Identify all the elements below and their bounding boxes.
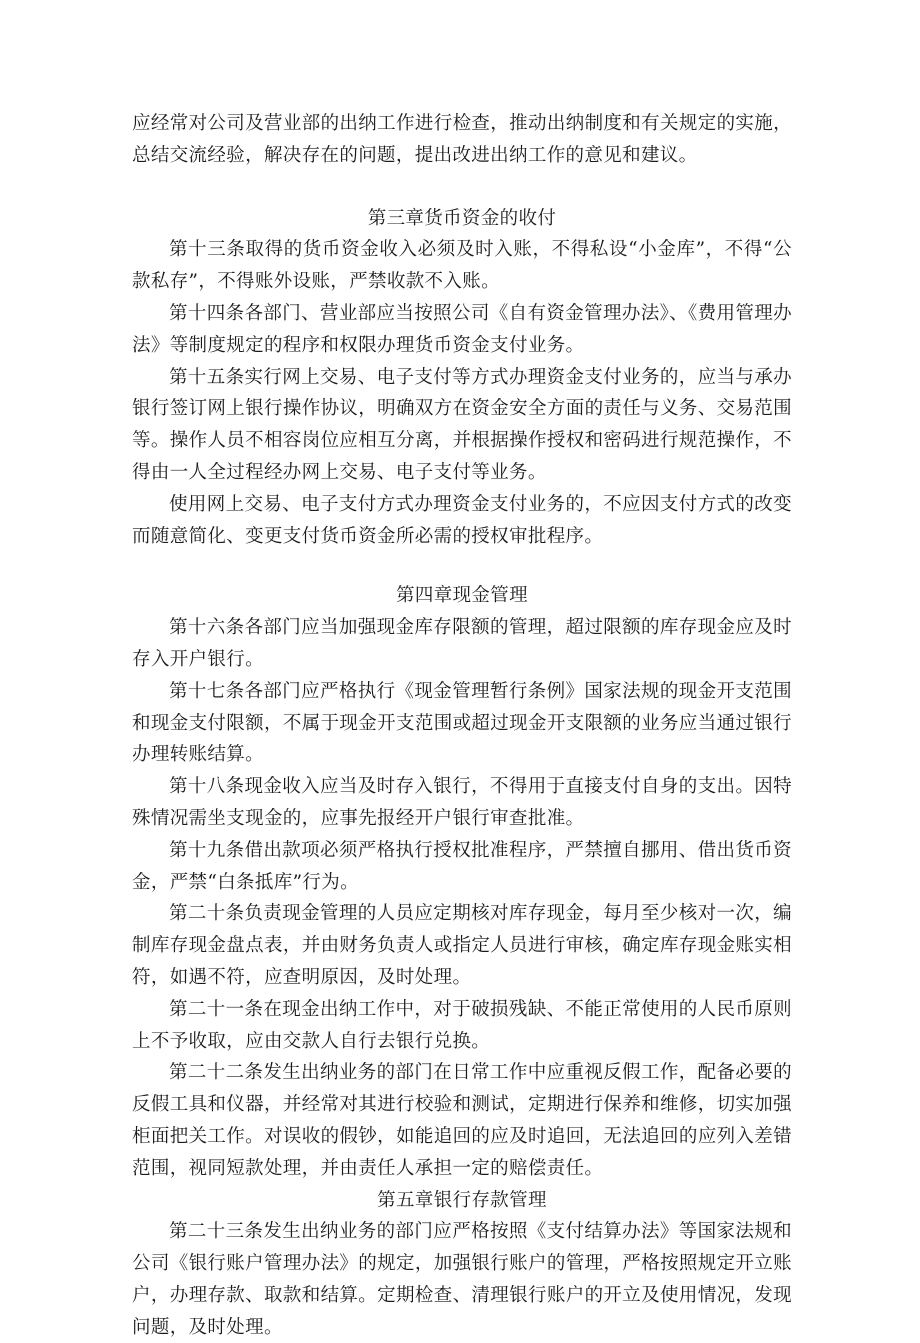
article-22: 第二十二条发生出纳业务的部门在日常工作中应重视反假工作，配备必要的反假工具和仪器，并经常对其进行校验和测试，定期进行保养和维修，切实加强柜面把关工作。对误收的假钞，如能追回的应及时追回，无法追回的应列入差错范围，视同短款处理，并由责任人承担一定的赔偿责任。: [132, 1062, 792, 1179]
article-20: 第二十条负责现金管理的人员应定期核对库存现金，每月至少核对一次，编制库存现金盘点表，并由财务负责人或指定人员进行审核，确定库存现金账实相符，如遇不符，应查明原因，及时处理。: [132, 903, 792, 988]
article-18: 第十八条现金收入应当及时存入银行，不得用于直接支付自身的支出。因特殊情况需坐支现金的，应事先报经开户银行审查批准。: [132, 776, 792, 829]
article-15: 第十五条实行网上交易、电子支付等方式办理资金支付业务的，应当与承办银行签订网上银行操作协议，明确双方在资金安全方面的责任与义务、交易范围等。操作人员不相容岗位应相互分离，并根据操作授权和密码进行规范操作，不得由一人全过程经办网上交易、电子支付等业务。: [132, 366, 792, 483]
chapter-3-heading: 第三章货币资金的收付: [367, 207, 557, 229]
article-16: 第十六条各部门应当加强现金库存限额的管理，超过限额的库存现金应及时存入开户银行。: [132, 617, 792, 670]
chapter-5-heading: 第五章银行存款管理: [377, 1189, 547, 1211]
article-19: 第十九条借出款项必须严格执行授权批准程序，严禁擅自挪用、借出货币资金，严禁“白条抵库”行为。: [132, 839, 792, 893]
chapter-4-heading: 第四章现金管理: [396, 585, 528, 607]
document-page: [132, 108, 792, 1343]
article-21: 第二十一条在现金出纳工作中，对于破损残缺、不能正常使用的人民币原则上不予收取，应由交款人自行去银行兑换。: [132, 998, 792, 1052]
intro-paragraph: 应经常对公司及营业部的出纳工作进行检查，推动出纳制度和有关规定的实施，总结交流经验，解决存在的问题，提出改进出纳工作的意见和建议。: [132, 113, 792, 166]
article-13: 第十三条取得的货币资金收入必须及时入账，不得私设“小金库”，不得“公款私存”，不得账外设账，严禁收款不入账。: [132, 239, 792, 293]
article-14: 第十四条各部门、营业部应当按照公司《自有资金管理办法》、《费用管理办法》等制度规定的程序和权限办理货币资金支付业务。: [132, 302, 792, 356]
article-17: 第十七条各部门应严格执行《现金管理暂行条例》国家法规的现金开支范围和现金支付限额，不属于现金开支范围或超过现金开支限额的业务应当通过银行办理转账结算。: [132, 680, 792, 766]
article-23: 第二十三条发生出纳业务的部门应严格按照《支付结算办法》等国家法规和公司《银行账户管理办法》的规定，加强银行账户的管理，严格按照规定开立账户，办理存款、取款和结算。定期检查、清理银行账户的开立及使用情况，发现问题，及时处理。: [132, 1221, 792, 1338]
article-15-supplement: 使用网上交易、电子支付方式办理资金支付业务的，不应因支付方式的改变而随意简化、变更支付货币资金所必需的授权审批程序。: [132, 493, 792, 547]
